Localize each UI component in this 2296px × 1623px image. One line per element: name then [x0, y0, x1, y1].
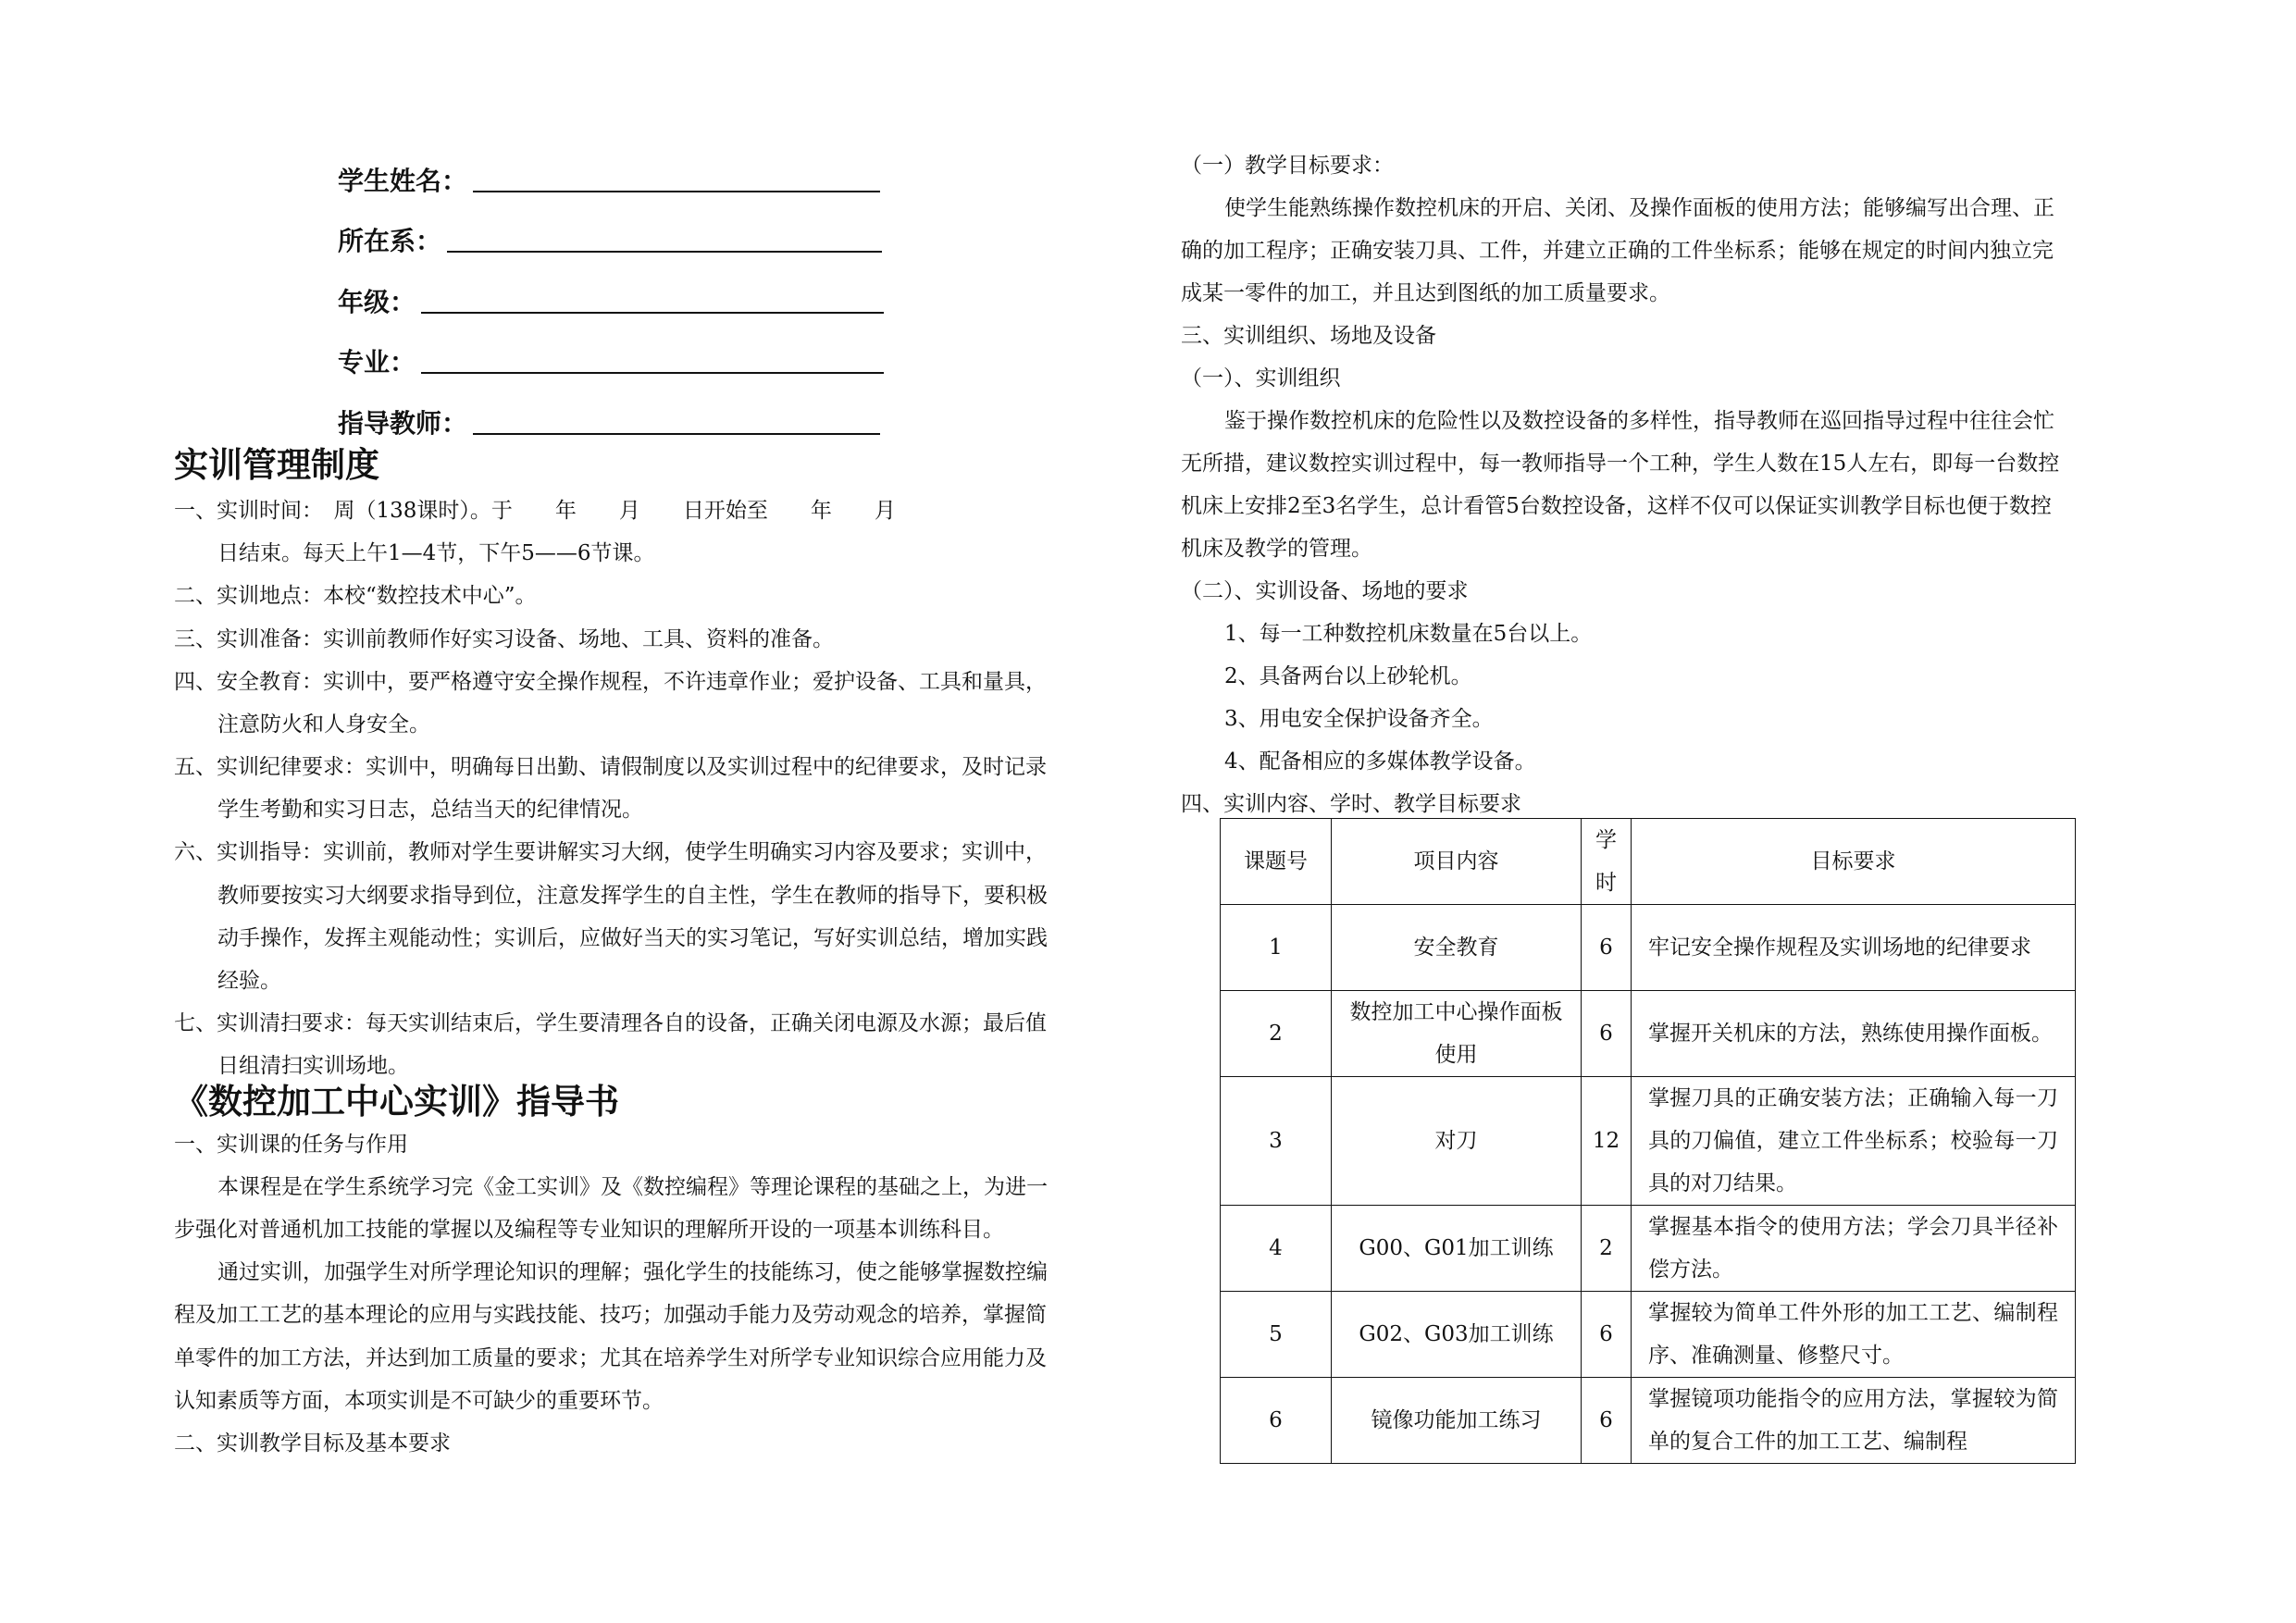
table-row: [1221, 1206, 2076, 1292]
management-line: 六、实训指导：实训前，教师对学生要讲解实习大纲，使学生明确实习内容及要求；实训中，: [174, 840, 1047, 864]
major-label: 专业：: [338, 347, 416, 378]
table-row: [1221, 1077, 2076, 1206]
header-content: 项目内容: [1332, 819, 1582, 905]
department-line[interactable]: [447, 251, 882, 253]
cell-content: 数控加工中心操作面板使用: [1332, 991, 1582, 1077]
header-hours: [1582, 819, 1632, 905]
guide-line: 二、实训教学目标及基本要求: [174, 1431, 451, 1456]
cell-id: 6: [1221, 1378, 1332, 1464]
guide-line: 程及加工工艺的基本理论的应用与实践技能、技巧；加强动手能力及劳动观念的培养，掌握简: [174, 1303, 1047, 1327]
header-hours-2: 时: [1595, 871, 1617, 895]
student-name-label: 学生姓名：: [338, 166, 468, 196]
right-line: 机床及教学的管理。: [1181, 537, 1372, 561]
cell-goal: 掌握较为简单工件外形的加工工艺、编制程序、准确测量、修整尺寸。: [1632, 1292, 2076, 1378]
guide-line: 认知素质等方面，本项实训是不可缺少的重要环节。: [174, 1389, 664, 1413]
cell-id: 4: [1221, 1206, 1332, 1292]
table-row: [1221, 1292, 2076, 1378]
cell-content: 镜像功能加工练习: [1332, 1378, 1582, 1464]
grade-field[interactable]: [338, 260, 884, 316]
management-line: 日组清扫实训场地。: [217, 1054, 409, 1078]
management-line: 四、安全教育：实训中，要严格遵守安全操作规程，不许违章作业；爱护设备、工具和量具，: [174, 670, 1047, 694]
right-line: 鉴于操作数控机床的危险性以及数控设备的多样性，指导教师在巡回指导过程中往往会忙: [1224, 409, 2054, 433]
right-line: 使学生能熟练操作数控机床的开启、关闭、及操作面板的使用方法；能够编写出合理、正: [1224, 196, 2054, 220]
guide-line: 步强化对普通机加工技能的掌握以及编程等专业知识的理解所开设的一项基本训练科目。: [174, 1218, 1004, 1242]
cell-goal: 掌握刀具的正确安装方法；正确输入每一刀具的刀偏值，建立工件坐标系；校验每一刀具的对刀结果。: [1632, 1077, 2076, 1206]
management-line: 五、实训纪律要求：实训中，明确每日出勤、请假制度以及实训过程中的纪律要求，及时记录: [174, 755, 1047, 779]
right-line: 成某一零件的加工，并且达到图纸的加工质量要求。: [1181, 281, 1670, 305]
guide-line: 单零件的加工方法，并达到加工质量的要求；尤其在培养学生对所学专业知识综合应用能力及: [174, 1346, 1047, 1370]
management-line: 经验。: [217, 969, 281, 993]
cell-hours: 6: [1582, 905, 1632, 991]
management-line: 学生考勤和实习日志，总结当天的纪律情况。: [217, 798, 643, 822]
cell-id: 2: [1221, 991, 1332, 1077]
management-line: 七、实训清扫要求：每天实训结束后，学生要清理各自的设备，正确关闭电源及水源；最后值: [174, 1011, 1047, 1035]
grade-line[interactable]: [421, 312, 884, 314]
guide-title: 《数控加工中心实训》指导书: [174, 1082, 619, 1121]
right-line: 机床上安排2至3名学生，总计看管5台数控设备，这样不仅可以保证实训教学目标也便于数控: [1181, 494, 2052, 518]
management-line: 注意防火和人身安全。: [217, 712, 430, 737]
major-field[interactable]: [338, 320, 884, 376]
management-line: 一、实训时间： 周（138课时）。于 年 月 日开始至 年 月: [174, 499, 896, 523]
guide-line: 本课程是在学生系统学习完《金工实训》及《数控编程》等理论课程的基础之上，为进一: [217, 1175, 1048, 1199]
cell-content: 安全教育: [1332, 905, 1582, 991]
right-line: 三、实训组织、场地及设备: [1181, 324, 1436, 348]
cell-id: 1: [1221, 905, 1332, 991]
management-line: 日结束。每天上午1—4节，下午5——6节课。: [217, 541, 655, 565]
department-label: 所在系：: [338, 226, 442, 256]
table-header-row: [1221, 819, 2076, 905]
cell-hours: 12: [1582, 1077, 1632, 1206]
right-line: 2、具备两台以上砂轮机。: [1224, 664, 1472, 688]
right-line: 4、配备相应的多媒体教学设备。: [1224, 750, 1536, 774]
grade-label: 年级：: [338, 287, 416, 317]
cell-goal: 掌握开关机床的方法，熟练使用操作面板。: [1632, 991, 2076, 1077]
right-line: （一）、实训组织: [1181, 366, 1341, 390]
right-line: （二）、实训设备、场地的要求: [1181, 579, 1469, 603]
table-row: [1221, 1378, 2076, 1464]
cell-hours: 6: [1582, 1292, 1632, 1378]
management-title: 实训管理制度: [174, 445, 379, 485]
cell-hours: 6: [1582, 1378, 1632, 1464]
student-name-field[interactable]: [338, 139, 880, 194]
management-line: 三、实训准备：实训前教师作好实习设备、场地、工具、资料的准备。: [174, 627, 834, 651]
cell-goal: 掌握镜项功能指令的应用方法，掌握较为简单的复合工件的加工工艺、编制程: [1632, 1378, 2076, 1464]
right-line: 1、每一工种数控机床数量在5台以上。: [1224, 622, 1593, 646]
instructor-field[interactable]: [338, 381, 880, 437]
cell-hours: 6: [1582, 991, 1632, 1077]
cell-content: G02、G03加工训练: [1332, 1292, 1582, 1378]
cell-id: 5: [1221, 1292, 1332, 1378]
cell-id: 3: [1221, 1077, 1332, 1206]
major-line[interactable]: [421, 372, 884, 374]
right-line: 四、实训内容、学时、教学目标要求: [1181, 792, 1521, 816]
right-line: 3、用电安全保护设备齐全。: [1224, 707, 1494, 731]
table-row: [1221, 991, 2076, 1077]
management-line: 二、实训地点：本校“数控技术中心”。: [174, 584, 537, 608]
instructor-line[interactable]: [473, 433, 880, 435]
curriculum-table: [1220, 818, 2076, 1464]
guide-line: 一、实训课的任务与作用: [174, 1133, 408, 1157]
header-hours-1: 学: [1595, 828, 1617, 852]
right-line: 无所措，建议数控实训过程中，每一教师指导一个工种，学生人数在15人左右，即每一台数控: [1181, 452, 2060, 476]
right-line: （一）教学目标要求：: [1181, 154, 1394, 178]
cell-goal: 掌握基本指令的使用方法；学会刀具半径补偿方法。: [1632, 1206, 2076, 1292]
cell-goal: 牢记安全操作规程及实训场地的纪律要求: [1632, 905, 2076, 991]
management-line: 教师要按实习大纲要求指导到位，注意发挥学生的自主性，学生在教师的指导下，要积极: [217, 884, 1048, 908]
student-name-line[interactable]: [473, 191, 880, 192]
guide-line: 通过实训，加强学生对所学理论知识的理解；强化学生的技能练习，使之能够掌握数控编: [217, 1260, 1048, 1284]
cell-content: 对刀: [1332, 1077, 1582, 1206]
management-line: 动手操作，发挥主观能动性；实训后，应做好当天的实习笔记，写好实训总结，增加实践: [217, 926, 1048, 950]
header-id: 课题号: [1221, 819, 1332, 905]
instructor-label: 指导教师：: [338, 408, 468, 439]
department-field[interactable]: [338, 199, 882, 254]
table-row: [1221, 905, 2076, 991]
cell-content: G00、G01加工训练: [1332, 1206, 1582, 1292]
cell-hours: 2: [1582, 1206, 1632, 1292]
header-goal: 目标要求: [1632, 819, 2076, 905]
right-line: 确的加工程序；正确安装刀具、工件，并建立正确的工件坐标系；能够在规定的时间内独立完: [1181, 239, 2054, 263]
